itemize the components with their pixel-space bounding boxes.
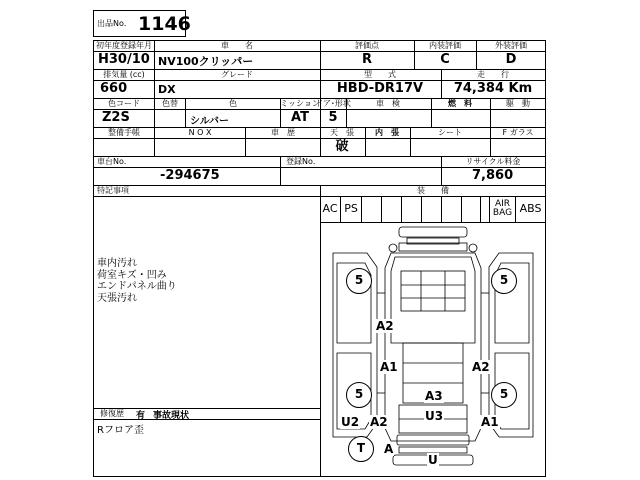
equipment-grid bbox=[320, 196, 546, 222]
equipment-cell bbox=[402, 196, 422, 222]
notes-list bbox=[97, 258, 177, 304]
equipment-cell: ABS bbox=[516, 196, 546, 222]
equipment-label: 装 備 bbox=[417, 186, 449, 195]
notes-line: 車内汚れ bbox=[97, 258, 137, 269]
recycle-value: 7,860 bbox=[472, 168, 514, 183]
nox-label: N O X bbox=[188, 128, 212, 137]
mark-right-rear-circle: 5 bbox=[491, 382, 517, 408]
mark-right-front-circle: 5 bbox=[491, 268, 517, 294]
grade-value: DX bbox=[158, 83, 176, 96]
mileage-label: 走 行 bbox=[477, 70, 509, 79]
chassis-value: -294675 bbox=[160, 168, 220, 183]
equipment-cell: AC bbox=[320, 196, 341, 222]
equipment-cell bbox=[422, 196, 442, 222]
score-label: 評価点 bbox=[355, 41, 379, 50]
mark-a2-right: A2 bbox=[472, 360, 490, 374]
interior-label: 内装評価 bbox=[429, 41, 461, 50]
accident-value: Rフロア歪 bbox=[97, 425, 144, 436]
car-name-value: NV100クリッパー bbox=[158, 55, 254, 68]
mileage-value: 74,384 Km bbox=[453, 81, 533, 96]
model-value: HBD-DR17V bbox=[336, 81, 424, 96]
color-code-value: Z2S bbox=[102, 110, 130, 125]
inspection-label: 車 検 bbox=[376, 99, 400, 108]
chassis-label: 車台No． bbox=[97, 157, 132, 166]
equipment-cell bbox=[382, 196, 402, 222]
repair-label: 修復歴 bbox=[100, 409, 124, 418]
displacement-label: 排気量 (cc) bbox=[103, 70, 145, 79]
exterior-value: D bbox=[505, 52, 517, 67]
equipment-cell: AIR BAG bbox=[490, 196, 516, 222]
lot-label: 出品No． bbox=[97, 19, 132, 28]
mark-u-bottom: U bbox=[428, 453, 438, 467]
score-value: R bbox=[361, 52, 373, 67]
equipment-cell bbox=[481, 196, 490, 222]
reg-date-value: H30/10 bbox=[98, 52, 150, 67]
equipment-cell bbox=[362, 196, 382, 222]
mark-a1-lower: A1 bbox=[481, 415, 499, 429]
equipment-cell bbox=[462, 196, 481, 222]
mission-label: ミッション bbox=[280, 99, 320, 108]
fuel-label: 燃 料 bbox=[448, 99, 472, 108]
recycle-label: リサイクル料金 bbox=[465, 157, 521, 166]
color-label: 色 bbox=[229, 99, 237, 108]
mark-left-front-circle: 5 bbox=[346, 268, 372, 294]
roof-label: 天 張 bbox=[330, 128, 354, 137]
door-label: ドア･形状 bbox=[315, 99, 351, 108]
mark-left-rear-circle: 5 bbox=[346, 382, 372, 408]
door-value: 5 bbox=[328, 110, 338, 125]
color-swap-label: 色替 bbox=[162, 99, 178, 108]
notes-line: 荷室キズ・凹み bbox=[97, 269, 167, 281]
mark-a3-rear: A3 bbox=[425, 389, 443, 403]
glass-label: F ガラス bbox=[502, 128, 534, 137]
seat-label: シート bbox=[438, 128, 462, 137]
mark-a2-upper: A2 bbox=[376, 319, 394, 333]
mark-u2-left: U2 bbox=[341, 415, 360, 429]
interior-value: C bbox=[440, 52, 450, 67]
mission-value: AT bbox=[291, 110, 309, 125]
lot-number: 1146 bbox=[138, 13, 191, 35]
regno-label: 登録No． bbox=[286, 157, 321, 166]
roof-value: 破 bbox=[335, 139, 349, 154]
notes-line: エンドパネル曲り bbox=[97, 281, 177, 292]
history-label: 車 歴 bbox=[271, 128, 295, 137]
equipment-grid-left-edge bbox=[320, 196, 321, 222]
model-label: 型 式 bbox=[364, 70, 396, 79]
mark-a1-left: A1 bbox=[380, 360, 398, 374]
equipment-cell: PS bbox=[341, 196, 362, 222]
displacement-value: 660 bbox=[100, 81, 128, 96]
mark-t-circle: T bbox=[348, 436, 374, 462]
color-code-label: 色コード bbox=[108, 99, 140, 108]
notes-label: 特記事項 bbox=[97, 186, 129, 195]
accident-label: 事故現状 bbox=[153, 411, 190, 421]
mark-a2-lower: A2 bbox=[370, 415, 388, 429]
manual-label: 整備手帳 bbox=[108, 128, 140, 137]
lot-box bbox=[93, 10, 191, 37]
exterior-label: 外装評価 bbox=[495, 41, 527, 50]
reg-date-label: 初年度登録年月 bbox=[96, 41, 152, 50]
equipment-cell bbox=[442, 196, 462, 222]
drive-label: 駆 動 bbox=[506, 99, 530, 108]
inner-label: 内 張 bbox=[375, 128, 399, 137]
mark-u3-rear: U3 bbox=[425, 409, 444, 423]
notes-line: 天張汚れ bbox=[97, 292, 137, 304]
color-value: シルバー bbox=[190, 116, 230, 127]
grade-label: グレード bbox=[221, 70, 253, 79]
repair-value: 有 bbox=[136, 411, 146, 421]
mark-a-bottom: A bbox=[384, 442, 394, 456]
car-name-label: 車 名 bbox=[221, 41, 253, 50]
